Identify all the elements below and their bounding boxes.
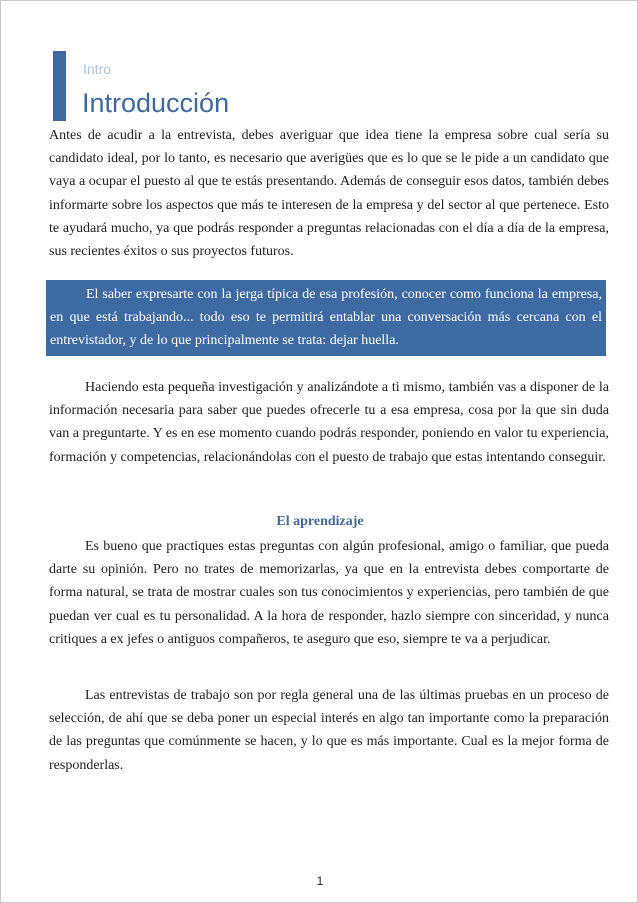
- page-number: 1: [316, 874, 324, 888]
- page-title: Introducción: [82, 88, 230, 118]
- section-eyebrow: Intro: [83, 61, 112, 77]
- section-heading: El aprendizaje: [276, 514, 364, 529]
- intro-paragraph: Antes de acudir a la entrevista, debes averiguar que idea tiene la empresa sobre cual sería su candidato ideal, por lo tanto, es necesario que averigües que es lo que se le pide a un candidato que vaya a ocupar el puesto al que te estás presentando. Además de conseguir esos datos, también debes informarte sobre los aspectos que más te interesen de la empresa y del sector al que pertenece. Esto te ayudará mucho, ya que podrás responder a preguntas relacionadas con el día a día de la empresa, sus recientes éxitos o sus proyectos futuros.: [49, 128, 609, 260]
- title-accent-bar: [53, 51, 66, 121]
- callout-text: El saber expresarte con la jerga típica de esa profesión, conocer como funciona la empresa, en que está trabajando... todo eso te permitirá entablar una conversación más cercana con el entrevistador, y de lo que principalmente se trata: dejar huella.: [50, 287, 602, 349]
- section-paragraph-1: Es bueno que practiques estas preguntas con algún profesional, amigo o familiar, que pueda darte su opinión. Pero no trates de memorizarlas, ya que en la entrevista debes comportarte de forma natural, se trata de mostrar cuales son tus conocimientos y experiencias, pero también de que puedan ver cual es tu personalidad. A la hora de responder, hazlo siempre con sinceridad, y nunca critiques a ex jefes o antiguos compañeros, te aseguro que eso, siempre te va a perjudicar.: [49, 539, 609, 647]
- highlight-callout: [46, 280, 606, 356]
- section-paragraph-2: Las entrevistas de trabajo son por regla general una de las últimas pruebas en un proceso de selección, de ahí que se deba poner un especial interés en algo tan importante como la preparación de las preguntas que comúnmente se hacen, y lo que es más importante. Cual es la mejor forma de responderlas.: [49, 688, 609, 773]
- body-paragraph-2: Haciendo esta pequeña investigación y analizándote a ti mismo, también vas a disponer de la información necesaria para saber que puedes ofrecerle tu a esa empresa, cosa por la que sin duda van a preguntarte. Y es en ese momento cuando podrás responder, poniendo en valor tu experiencia, formación y competencias, relacionándolas con el puesto de trabajo que estas intentando conseguir.: [49, 380, 609, 465]
